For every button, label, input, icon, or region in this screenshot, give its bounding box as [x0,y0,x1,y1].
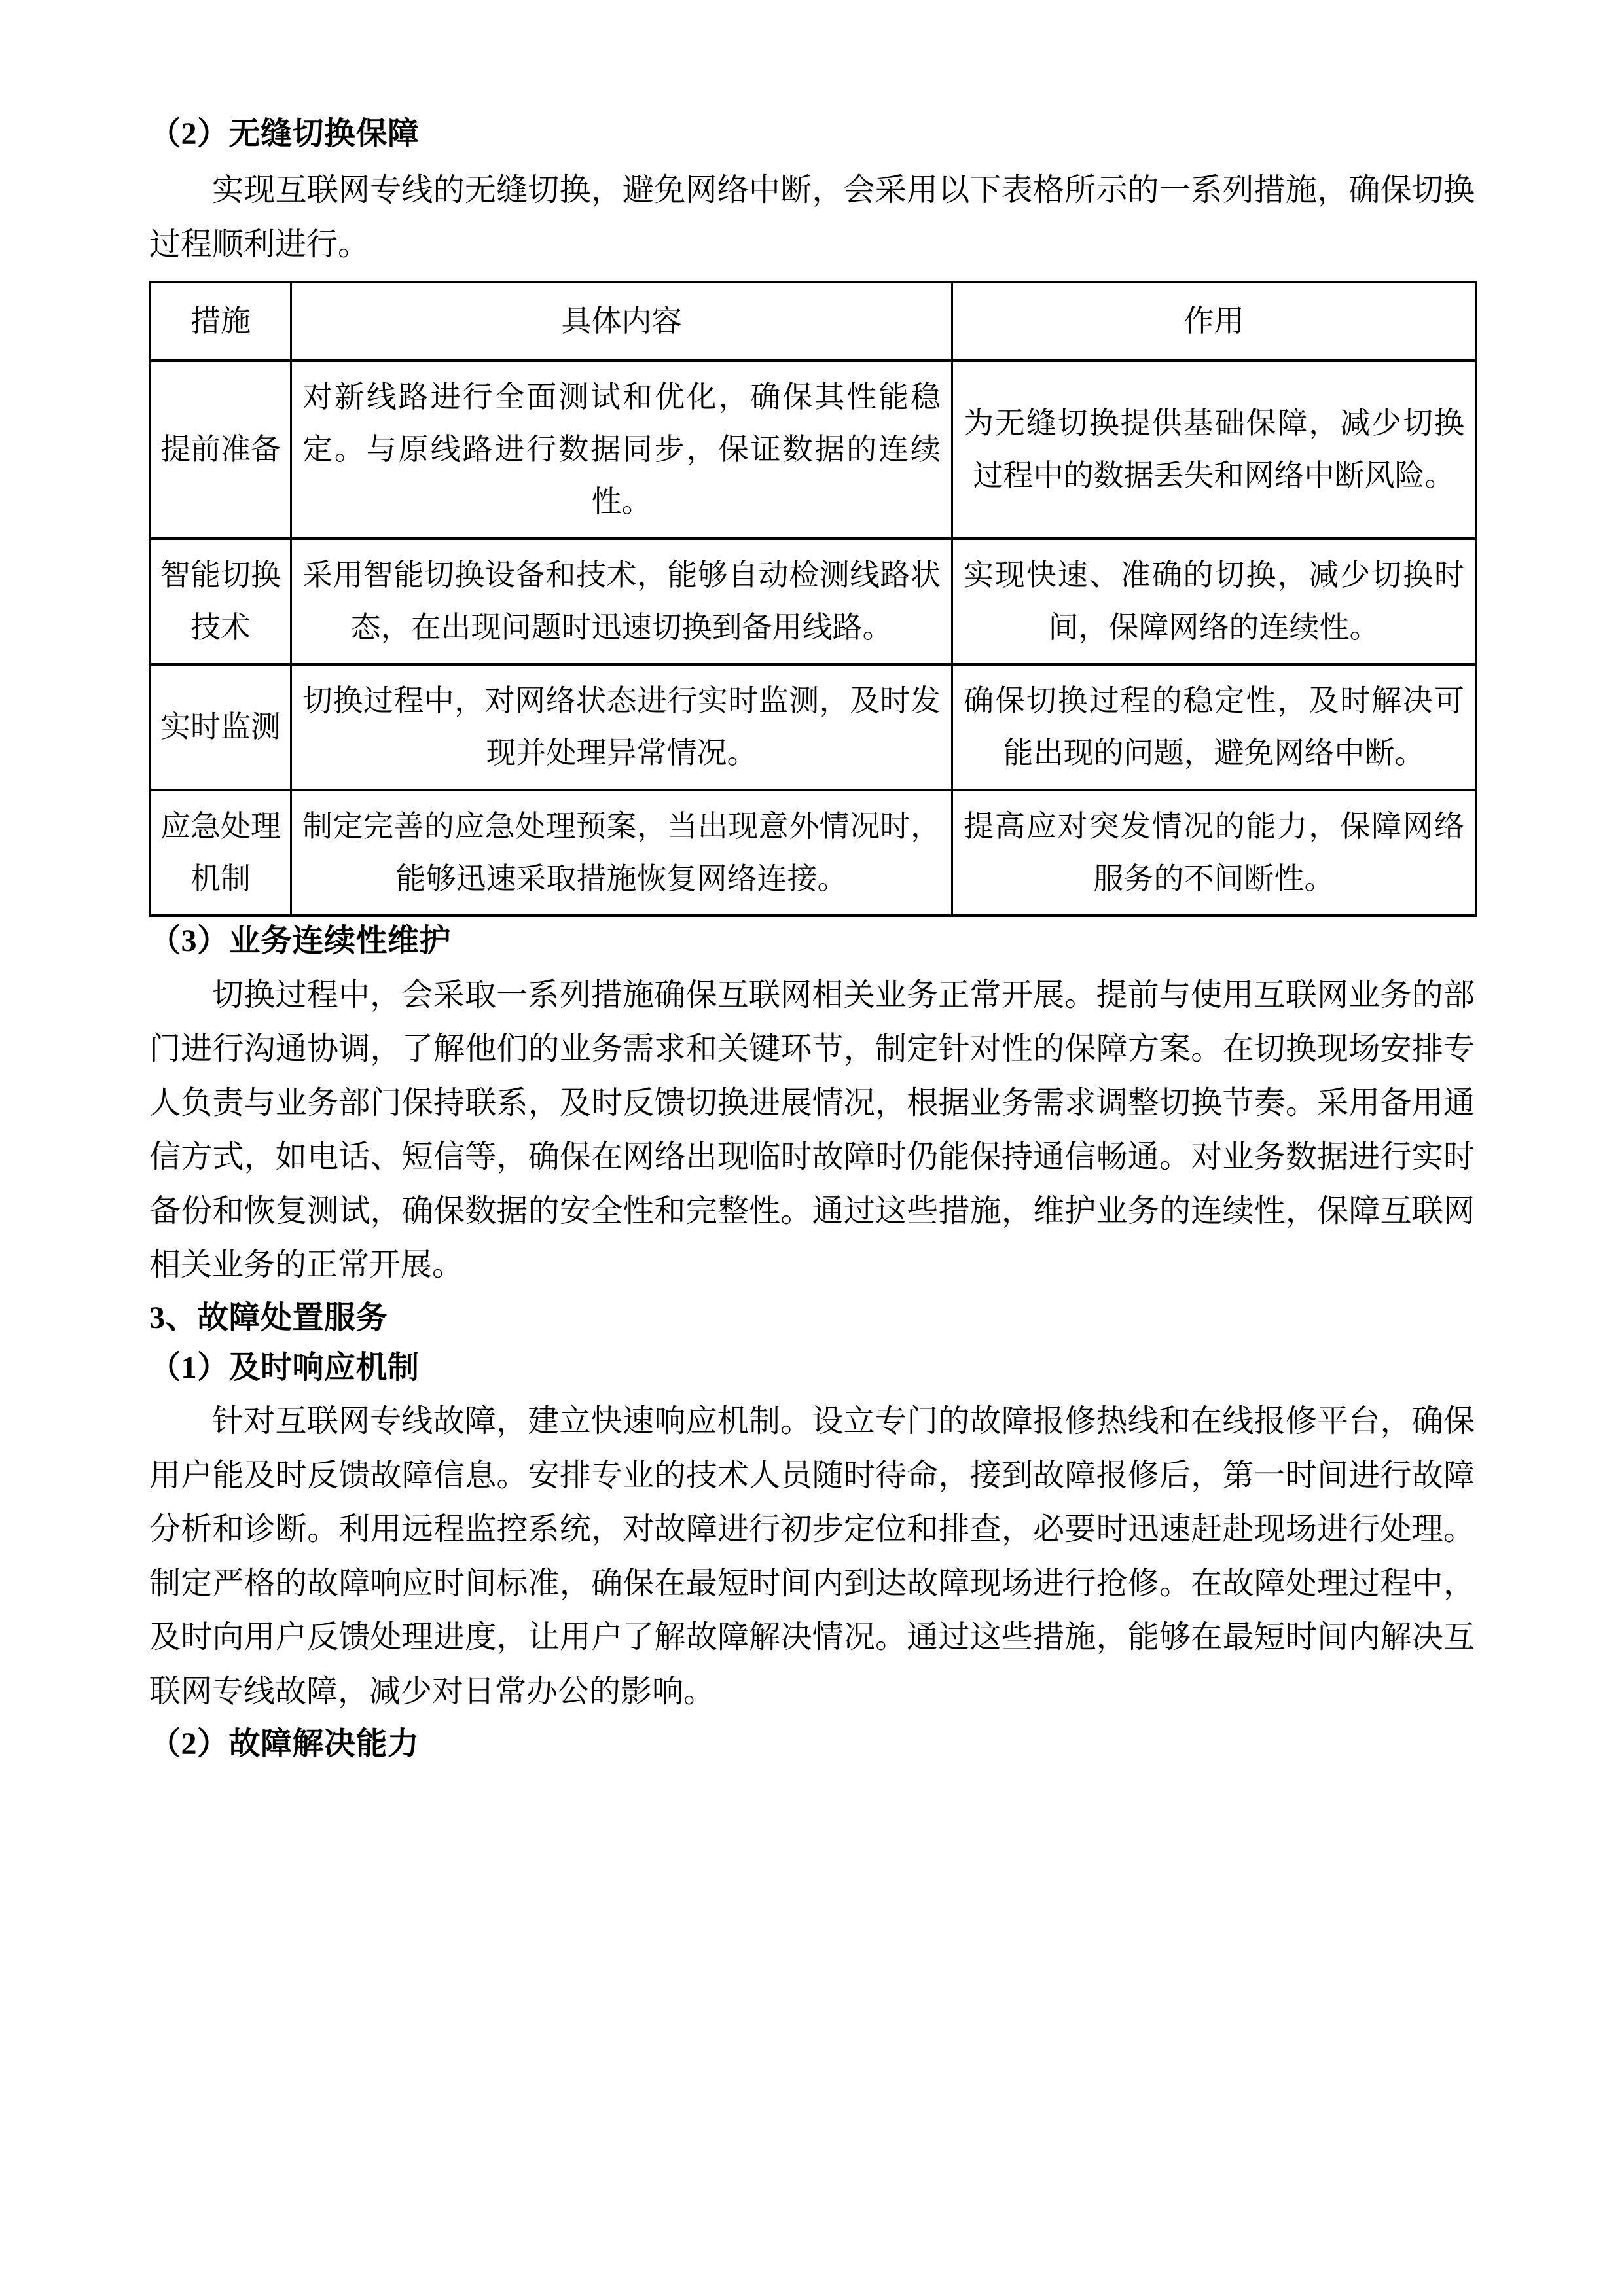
heading-seamless-switch: （2）无缝切换保障 [149,117,420,151]
measures-table-body [151,361,1476,916]
measures-table-head [151,282,1476,361]
column-header-detail: 具体内容 [291,282,952,361]
heading-business-continuity: （3）业务连续性维护 [149,924,452,959]
table-row [151,664,1476,790]
cell-detail: 制定完善的应急处理预案，当出现意外情况时，能够迅速采取措施恢复网络连接。 [291,790,952,916]
table-row [151,790,1476,916]
heading-timely-response: （1）及时响应机制 [149,1350,420,1385]
cell-detail: 切换过程中，对网络状态进行实时监测，及时发现并处理异常情况。 [291,664,952,790]
table-row [151,539,1476,664]
measures-table [149,281,1477,917]
cell-measure: 应急处理机制 [151,790,291,916]
table-row [151,361,1476,539]
paragraph-business-continuity: 切换过程中，会采取一系列措施确保互联网相关业务正常开展。提前与使用互联网业务的部门进行沟通协调，了解他们的业务需求和关键环节，制定针对性的保障方案。在切换现场安排专人负责与业务部门保持联系，及时反馈切换进展情况，根据业务需求调整切换节奏。采用备用通信方式，如电话、短信等，确保在网络出现临时故障时仍能保持通信畅通。对业务数据进行实时备份和恢复测试，确保数据的安全性和完整性。通过这些措施，维护业务的连续性，保障互联网相关业务的正常开展。 [149,977,1475,1283]
cell-measure: 提前准备 [151,361,291,539]
column-header-effect: 作用 [952,282,1476,361]
page-content [149,111,1475,1767]
heading-fault-handling-service: 3、故障处置服务 [149,1300,388,1335]
paragraph-timely-response: 针对互联网专线故障，建立快速响应机制。设立专门的故障报修热线和在线报修平台，确保用户能及时反馈故障信息。安排专业的技术人员随时待命，接到故障报修后，第一时间进行故障分析和诊断。利用远程监控系统，对故障进行初步定位和排查，必要时迅速赶赴现场进行处理。制定严格的故障响应时间标准，确保在最短时间内到达故障现场进行抢修。在故障处理过程中，及时向用户反馈处理进度，让用户了解故障解决情况。通过这些措施，能够在最短时间内解决互联网专线故障，减少对日常办公的影响。 [149,1404,1475,1709]
measures-table-wrapper [149,281,1475,917]
cell-effect: 提高应对突发情况的能力，保障网络服务的不间断性。 [952,790,1476,916]
paragraph-seamless-switch-intro: 实现互联网专线的无缝切换，避免网络中断，会采用以下表格所示的一系列措施，确保切换过程顺利进行。 [149,173,1475,262]
cell-effect: 确保切换过程的稳定性，及时解决可能出现的问题，避免网络中断。 [952,664,1476,790]
cell-measure: 智能切换技术 [151,539,291,664]
cell-measure: 实时监测 [151,664,291,790]
cell-detail: 采用智能切换设备和技术，能够自动检测线路状态，在出现问题时迅速切换到备用线路。 [291,539,952,664]
column-header-measure: 措施 [151,282,291,361]
cell-effect: 为无缝切换提供基础保障，减少切换过程中的数据丢失和网络中断风险。 [952,361,1476,539]
heading-fault-resolution-capability: （2）故障解决能力 [149,1727,420,1762]
cell-detail: 对新线路进行全面测试和优化，确保其性能稳定。与原线路进行数据同步，保证数据的连续性。 [291,361,952,539]
table-header-row [151,282,1476,361]
cell-effect: 实现快速、准确的切换，减少切换时间，保障网络的连续性。 [952,539,1476,664]
